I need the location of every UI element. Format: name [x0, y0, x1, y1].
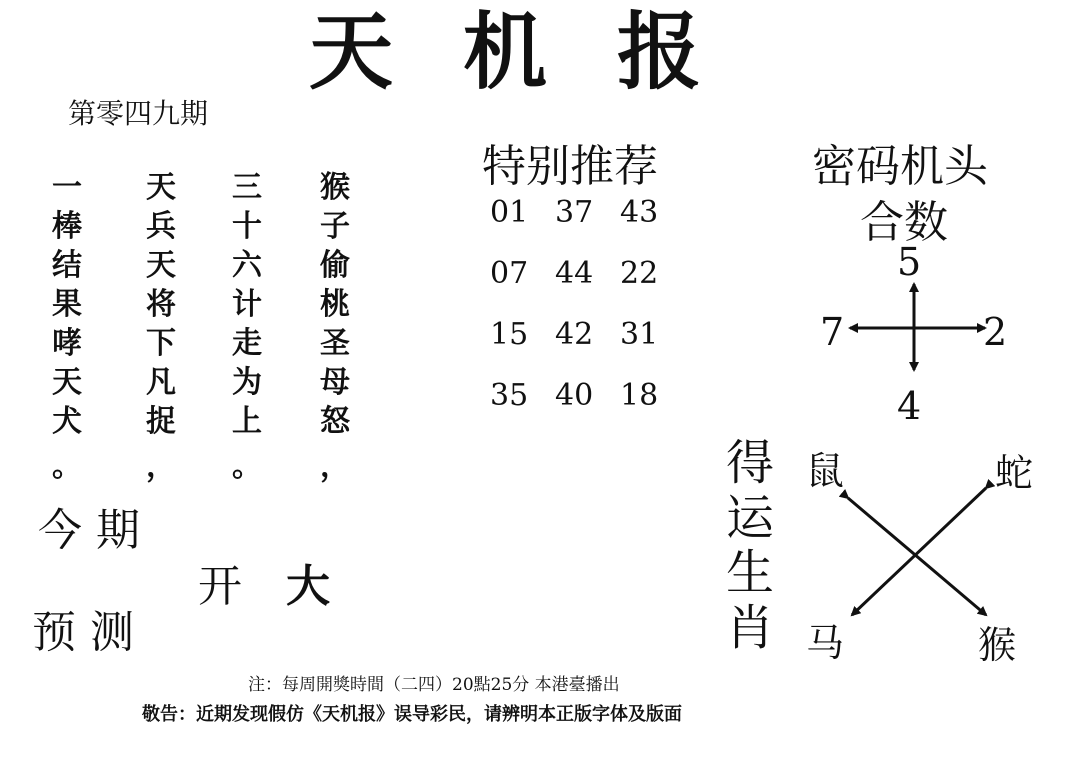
broadcast-note: 注：每周開獎時間（二四）20點25分 本港臺播出 [248, 675, 620, 695]
number: 22 [620, 256, 659, 291]
poem-punct: ， [320, 449, 350, 484]
number: 35 [490, 378, 529, 413]
number: 18 [620, 378, 659, 413]
label-char: 运 [725, 490, 774, 546]
poem-char: 计 [232, 287, 262, 322]
digit-top: 5 [897, 240, 922, 284]
poem-char: 偷 [320, 248, 350, 283]
poem-punct: 。 [52, 449, 82, 484]
newspaper-title: 天机报 [308, 2, 771, 101]
forecast-line-1: 今 期 [38, 505, 140, 556]
zodiac-top-right: 蛇 [995, 451, 1034, 495]
poem-char: 桃 [320, 287, 350, 322]
poem-char: 结 [52, 248, 82, 283]
poem-char: 捉 [146, 404, 176, 439]
issue-number: 第零四九期 [68, 97, 209, 130]
poem-char: 一 [52, 170, 82, 205]
forecast-result: 大 [286, 561, 330, 612]
digit-right: 2 [983, 310, 1008, 354]
recommend-title: 特别推荐 [482, 141, 658, 192]
poem-punct: ， [146, 449, 176, 484]
number: 40 [555, 378, 594, 413]
poem-char: 十 [232, 209, 262, 244]
poem-char: 天 [52, 365, 82, 400]
zodiac-bottom-left: 马 [806, 621, 845, 665]
number: 44 [555, 256, 594, 291]
number: 01 [490, 195, 529, 230]
poem-char: 棒 [52, 209, 82, 244]
poem-char: 犬 [52, 404, 82, 439]
digit-left: 7 [820, 310, 845, 354]
zodiac-bottom-right: 猴 [978, 623, 1017, 667]
poem-char: 三 [232, 170, 262, 205]
digit-bottom: 4 [897, 384, 922, 428]
password-title: 密码机头 [812, 141, 988, 192]
number: 42 [555, 317, 594, 352]
poem-char: 怒 [320, 404, 350, 439]
poem-char: 猴 [320, 170, 350, 205]
label-char: 得 [725, 435, 774, 491]
password-subtitle: 合数 [860, 197, 948, 248]
number: 37 [555, 195, 594, 230]
forecast-line-3: 预 测 [32, 607, 134, 658]
poem-char: 子 [320, 209, 350, 244]
zodiac-top-left: 鼠 [806, 449, 845, 493]
poem-char: 为 [232, 365, 262, 400]
label-char: 肖 [725, 600, 774, 656]
arrow-diagonal-icon [852, 488, 986, 615]
poem-char: 六 [232, 248, 262, 283]
poem-char: 哮 [52, 326, 82, 361]
poem-char: 母 [320, 365, 350, 400]
warning-notice: 敬告：近期发现假仿《天机报》误导彩民，请辨明本正版字体及版面 [142, 704, 682, 725]
number: 43 [620, 195, 659, 230]
poem-char: 走 [232, 326, 262, 361]
poem-char: 将 [146, 287, 176, 322]
poem-char: 凡 [146, 365, 176, 400]
poem-punct: 。 [232, 449, 262, 484]
poem-char: 果 [52, 287, 82, 322]
poem-char: 天 [146, 170, 176, 205]
label-char: 生 [725, 545, 774, 601]
number: 07 [490, 256, 529, 291]
poem-char: 圣 [320, 326, 350, 361]
poem-char: 天 [146, 248, 176, 283]
poem-char: 下 [146, 326, 176, 361]
forecast-open: 开 [198, 561, 242, 612]
poem-char: 兵 [146, 209, 176, 244]
poem-char: 上 [232, 404, 262, 439]
number: 15 [490, 317, 529, 352]
number: 31 [620, 317, 659, 352]
